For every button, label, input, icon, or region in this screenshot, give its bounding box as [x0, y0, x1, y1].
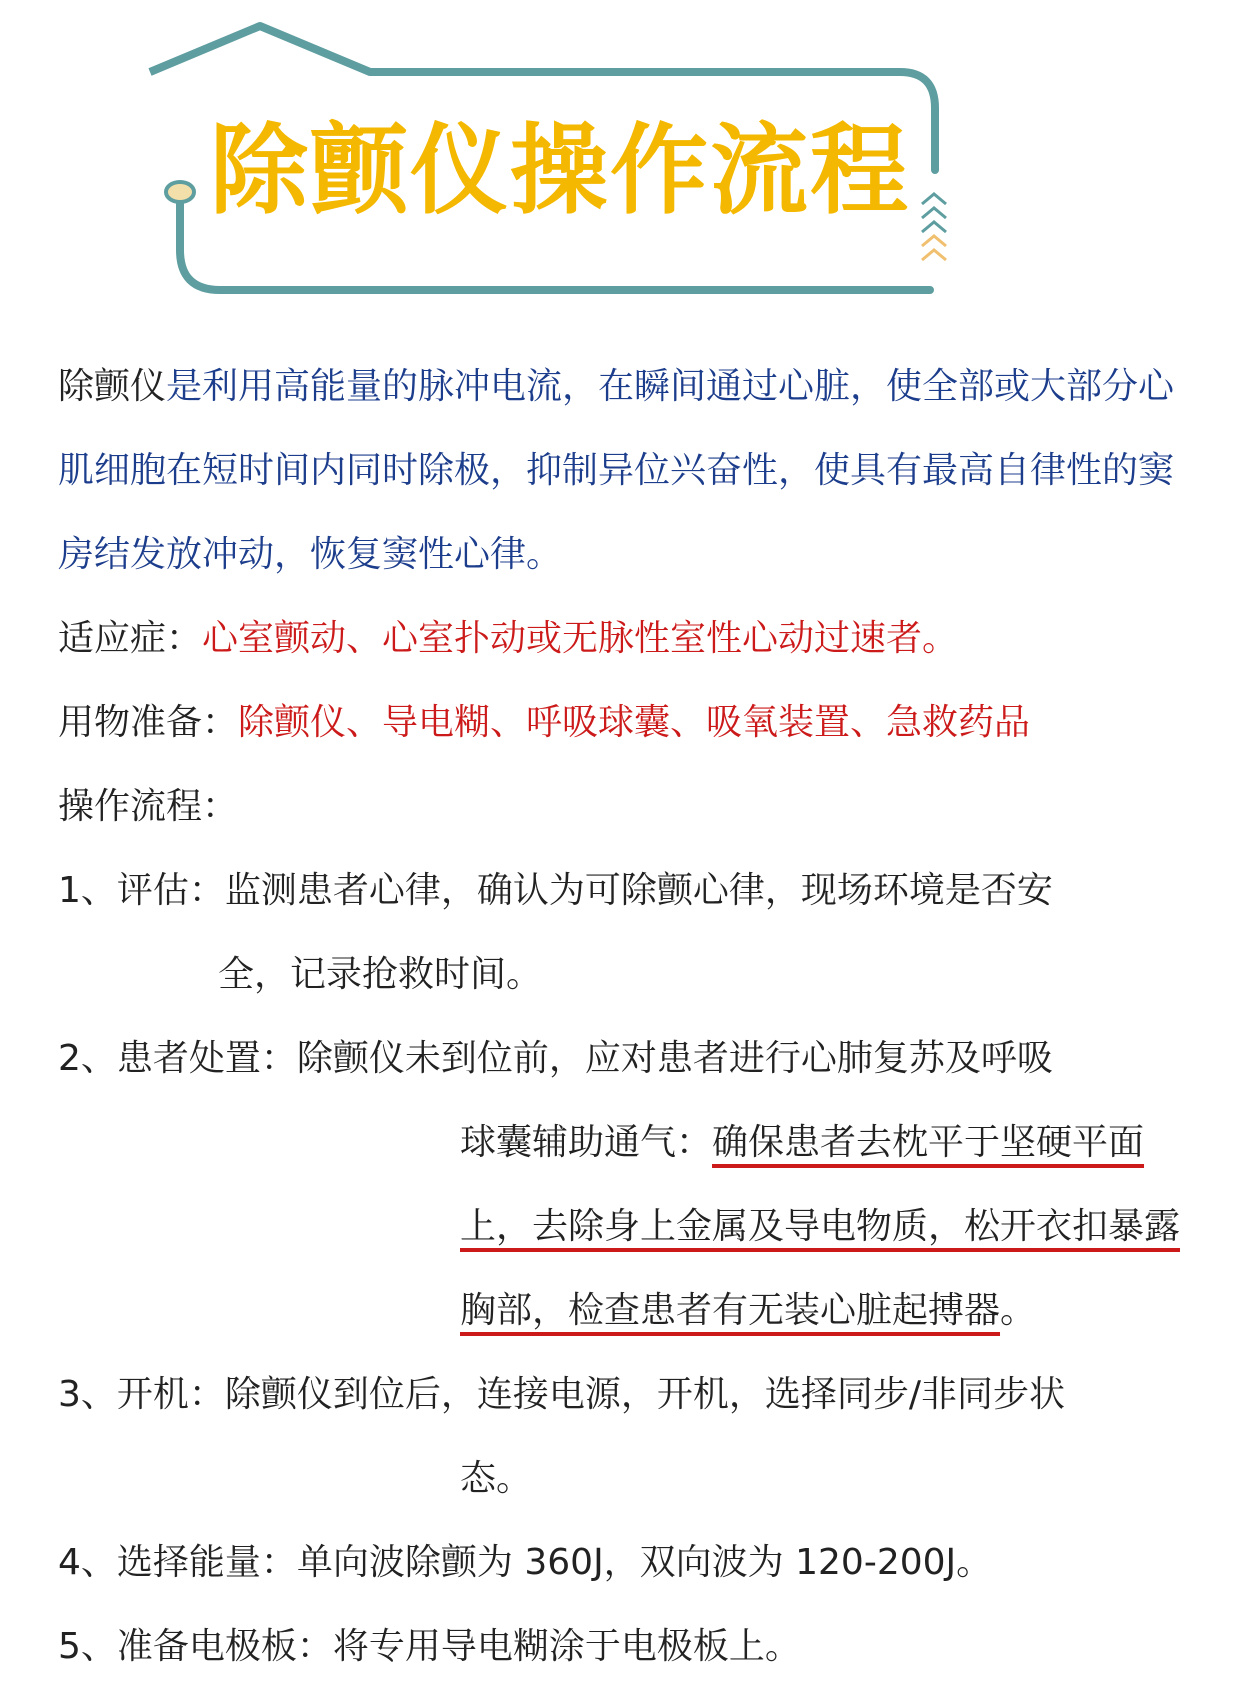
indications-value: 心室颤动、心室扑动或无脉性室性心动过速者。: [202, 618, 959, 659]
step-underlined-text: 确保患者去枕平于坚硬平面上，去除身上金属及导电物质，松开衣扣暴露胸部，检查患者有无装心脏起搏器: [460, 1122, 1181, 1331]
step-label: 3、开机：: [58, 1374, 225, 1415]
step-label: 5、准备电极板：: [58, 1626, 333, 1667]
step-line: [58, 1605, 1188, 1689]
step-line: [58, 1353, 1188, 1437]
supplies-line: [58, 681, 1188, 765]
step-line: [58, 1521, 1188, 1605]
supplies-label: 用物准备：: [58, 702, 239, 743]
step-text: 单向波除颤为 360J，双向波为 120-200J。: [296, 1542, 993, 1583]
indications-label: 适应症：: [58, 618, 203, 659]
step-power-on: [58, 1353, 1188, 1521]
step-energy: [58, 1521, 1188, 1605]
chevron-up-icon: [922, 194, 946, 260]
step-continuation: [58, 1101, 1188, 1353]
step-line: [58, 849, 1188, 933]
step-electrodes: [58, 1605, 1188, 1689]
frame-bead: [166, 182, 194, 202]
intro-text: 是利用高能量的脉冲电流，在瞬间通过心脏，使全部或大部分心肌细胞在短时间内同时除极，抑制异位兴奋性，使具有最高自律性的窦房结发放冲动，恢复窦性心律。: [58, 366, 1175, 575]
intro-paragraph: [58, 345, 1188, 597]
indications-line: [58, 597, 1188, 681]
step-assess: [58, 849, 1188, 1017]
page-title: 除颤仪操作流程: [210, 114, 911, 228]
procedure-heading: 操作流程：: [58, 786, 239, 827]
step-patient-handling: [58, 1017, 1188, 1353]
step-continuation: 态。: [460, 1458, 533, 1499]
step-continuation-plain: 球囊辅助通气：: [460, 1122, 713, 1163]
step-label: 2、患者处置：: [58, 1038, 297, 1079]
step-continuation: 全，记录抢救时间。: [218, 954, 543, 995]
step-label: 4、选择能量：: [58, 1542, 297, 1583]
step-text: 监测患者心律，确认为可除颤心律，现场环境是否安: [224, 870, 1053, 911]
supplies-value: 除颤仪、导电糊、呼吸球囊、吸氧装置、急救药品: [238, 702, 1031, 743]
step-line: [58, 1017, 1188, 1101]
intro-lead: 除颤仪: [58, 366, 167, 407]
step-text: 将专用导电糊涂于电极板上。: [332, 1626, 801, 1667]
step-end-mark: 。: [1000, 1290, 1037, 1331]
roof-line: [150, 26, 370, 72]
step-text: 除颤仪未到位前，应对患者进行心肺复苏及呼吸: [296, 1038, 1053, 1079]
step-label: 1、评估：: [58, 870, 225, 911]
step-text: 除颤仪到位后，连接电源，开机，选择同步/非同步状: [224, 1374, 1066, 1415]
document-body: [58, 345, 1188, 1689]
